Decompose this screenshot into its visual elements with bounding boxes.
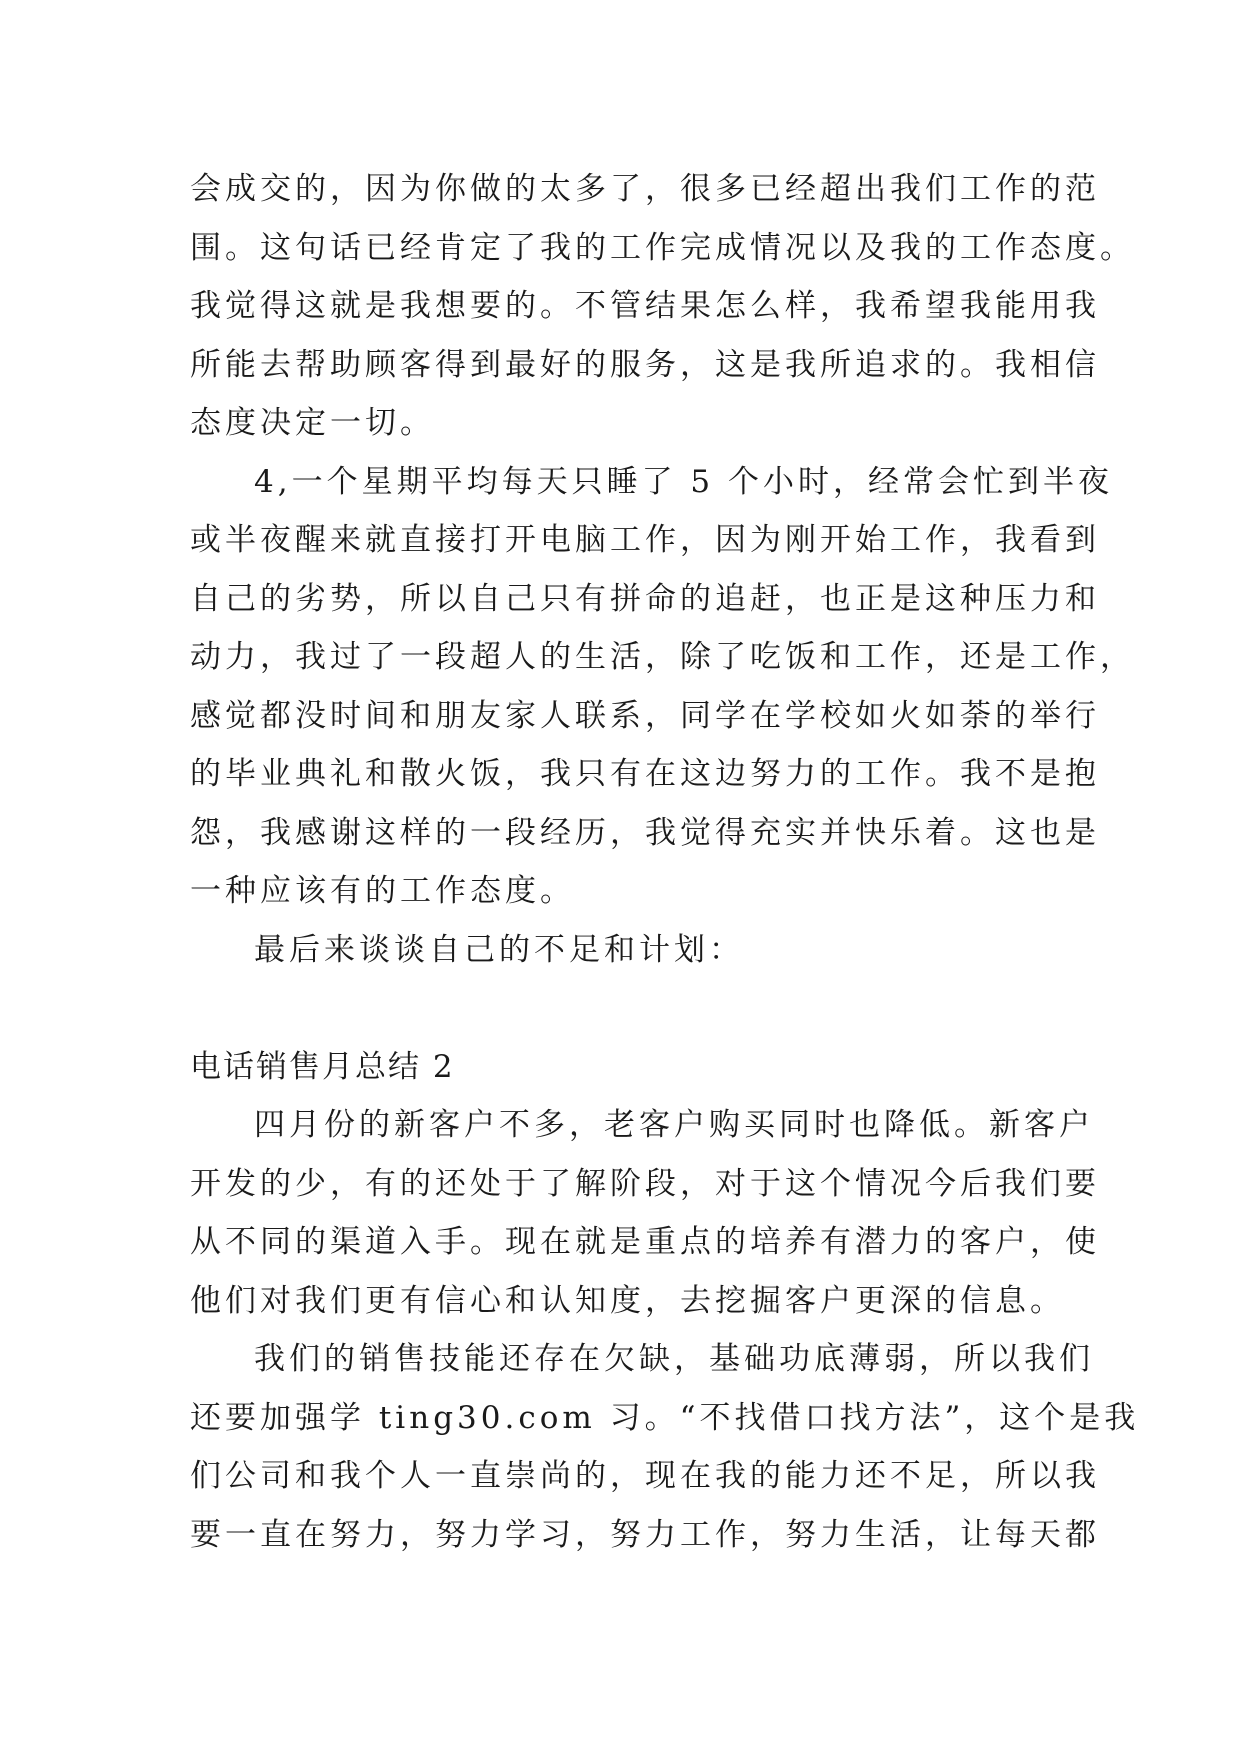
- text-line: 要一直在努力，努力学习，努力工作，努力生活，让每天都: [190, 1516, 1100, 1553]
- text-line: 还要加强学 ting30.com 习。“不找借口找方法”，这个是我: [190, 1399, 1140, 1436]
- text-line: 自己的劣势，所以自己只有拼命的追赶，也正是这种压力和: [190, 580, 1100, 617]
- text-line: 围。这句话已经肯定了我的工作完成情况以及我的工作态度。: [190, 229, 1135, 266]
- text-line: 我们的销售技能还存在欠缺，基础功底薄弱，所以我们: [254, 1341, 1094, 1377]
- blank-line: [190, 979, 1090, 1038]
- text-line: 我觉得这就是我想要的。不管结果怎么样，我希望我能用我: [190, 288, 1100, 324]
- text-line: 的毕业典礼和散火饭，我只有在这边努力的工作。我不是抱: [190, 756, 1100, 792]
- section-heading-text: 电话销售月总结 2: [190, 1048, 455, 1085]
- document-body: [190, 160, 1140, 1564]
- paragraph-5: [190, 1330, 1140, 1564]
- paragraph-4: [190, 1096, 1100, 1330]
- text-line: 他们对我们更有信心和认知度，去挖掘客户更深的信息。: [190, 1282, 1065, 1319]
- paragraph-1: [190, 160, 1135, 453]
- text-line: 或半夜醒来就直接打开电脑工作，因为刚开始工作，我看到: [190, 522, 1100, 558]
- text-line: 态度决定一切。: [190, 405, 435, 441]
- text-line: 们公司和我个人一直崇尚的，现在我的能力还不足，所以我: [190, 1458, 1100, 1494]
- text-line: 所能去帮助顾客得到最好的服务，这是我所追求的。我相信: [190, 346, 1100, 383]
- text-line: 感觉都没时间和朋友家人联系，同学在学校如火如荼的举行: [190, 697, 1100, 734]
- text-line: 四月份的新客户不多，老客户购买同时也降低。新客户: [254, 1107, 1094, 1143]
- text-line: 最后来谈谈自己的不足和计划：: [254, 931, 744, 968]
- text-line: 会成交的，因为你做的太多了，很多已经超出我们工作的范: [190, 171, 1100, 207]
- text-line: 开发的少，有的还处于了解阶段，对于这个情况今后我们要: [190, 1165, 1100, 1202]
- text-line: 动力，我过了一段超人的生活，除了吃饭和工作，还是工作，: [190, 639, 1135, 675]
- paragraph-3: [190, 921, 1090, 980]
- paragraph-2: [190, 453, 1135, 921]
- text-line: 怨，我感谢这样的一段经历，我觉得充实并快乐着。这也是: [190, 814, 1100, 851]
- section-heading: [190, 1038, 1090, 1097]
- text-line: 从不同的渠道入手。现在就是重点的培养有潜力的客户，使: [190, 1224, 1100, 1260]
- text-line: 4,一个星期平均每天只睡了 5 个小时，经常会忙到半夜: [254, 463, 1114, 500]
- text-line: 一种应该有的工作态度。: [190, 873, 575, 909]
